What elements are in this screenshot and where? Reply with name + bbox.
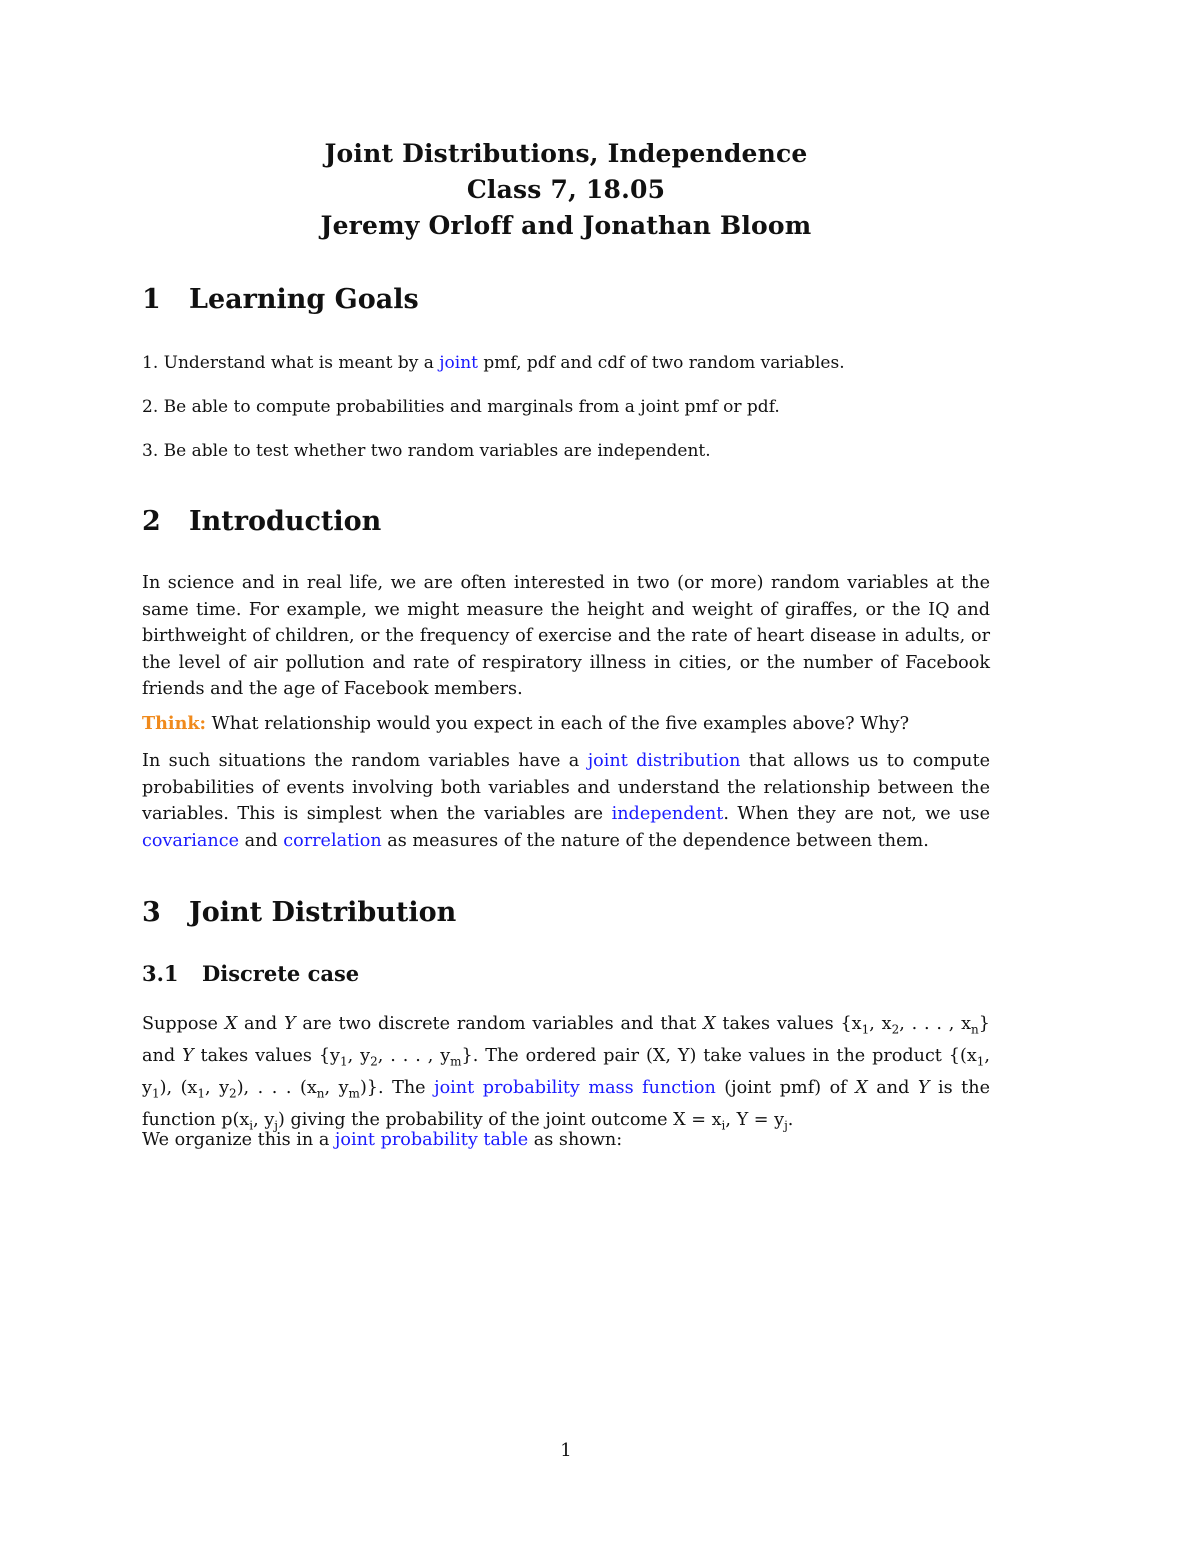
paragraph-text: In such situations the random variables have a [142, 751, 588, 771]
math-var: Y [917, 1078, 930, 1099]
goal-number: 1. [142, 353, 159, 373]
paragraph-text: that allows us to compute probabilities of events involving both variables and understand the relationship between the variables. This is simplest when the variables are [142, 751, 990, 824]
paragraph-text: In science and in real life, we are often interested in two (or more) random variables at the same time. For example, we might measure the height and weight of giraffes, or the IQ and birthweight of children, or the frequency of exercise and the rate of heart disease in adults, or the level of air pollution and rate of respiratory illness in cities, or the number of Facebook friends and the age of Facebook members. [142, 573, 990, 699]
math-var: X [855, 1078, 868, 1099]
class-number: Class 7, 18.05 [466, 175, 666, 204]
subscript: n [971, 1022, 979, 1037]
subscript: 1 [861, 1022, 870, 1037]
text: takes values {y [193, 1046, 340, 1067]
link-correlation[interactable]: correlation [283, 830, 382, 851]
goal-number: 3. [142, 441, 159, 461]
math-var: X [224, 1014, 238, 1034]
section-title: Joint Distribution [189, 897, 457, 928]
subscript: 1 [197, 1086, 205, 1101]
text: takes values {x [715, 1014, 862, 1034]
text: are two discrete random variables and that [295, 1014, 704, 1034]
subscript: m [450, 1054, 462, 1069]
title-block [142, 136, 990, 244]
intro-paragraph [142, 570, 990, 703]
text: , y [347, 1046, 371, 1067]
paragraph-text: . When they are not, we use [723, 804, 990, 824]
subscript: j [274, 1118, 278, 1133]
subscript: 1 [976, 1054, 985, 1069]
subscript: 2 [229, 1086, 237, 1101]
goal-text: pmf, pdf and cdf of two random variables. [478, 353, 845, 373]
text: , y [253, 1110, 275, 1131]
subsection-heading-discrete-case [142, 961, 359, 986]
list-item [142, 434, 990, 478]
list-item [142, 346, 990, 390]
math-var: Y [283, 1014, 296, 1034]
subscript: i [249, 1118, 254, 1133]
text: (joint pmf) of [715, 1078, 856, 1099]
subscript: 1 [151, 1086, 160, 1101]
think-label: Think: [142, 713, 207, 734]
think-paragraph [142, 711, 990, 738]
section-title: Introduction [189, 506, 382, 537]
text: and [867, 1078, 918, 1099]
goal-text: Understand what is meant by a [163, 353, 440, 373]
text: We organize this in a [142, 1130, 335, 1150]
text: , Y = y [725, 1110, 785, 1131]
subsection-number: 3.1 [142, 961, 179, 986]
section-heading-joint-distribution [142, 897, 456, 928]
joint-table-intro [142, 1127, 990, 1154]
text: ), . . . (x [236, 1078, 317, 1099]
text: , y [324, 1078, 349, 1099]
text: } and [142, 1014, 990, 1067]
link-joint-probability-table[interactable]: joint probability table [334, 1130, 529, 1150]
goal-number: 2. [142, 397, 159, 417]
subscript: 2 [891, 1022, 900, 1037]
section-number: 2 [142, 506, 161, 537]
goal-text: Be able to test whether two random variables are independent. [163, 441, 711, 461]
text: , x [869, 1014, 892, 1034]
text: , y [142, 1046, 990, 1099]
text: }. The ordered pair (X, Y) take values in the product {(x [461, 1046, 977, 1067]
text: ), (x [159, 1078, 198, 1099]
learning-goals-list [142, 346, 990, 478]
text: and [237, 1014, 284, 1034]
paragraph-text: and [239, 830, 284, 851]
subsection-title: Discrete case [202, 961, 360, 986]
text: ) giving the probability of the joint outcome X = x [278, 1110, 722, 1131]
text: . [787, 1110, 794, 1131]
goal-text: Be able to compute probabilities and marginals from a joint pmf or pdf. [163, 397, 780, 417]
section-heading-introduction [142, 506, 381, 537]
text: , y [205, 1078, 230, 1099]
section-number: 1 [142, 284, 161, 315]
subscript: j [784, 1118, 788, 1133]
section-title: Learning Goals [189, 284, 419, 315]
text: , . . . , x [899, 1014, 972, 1034]
math-var: Y [182, 1046, 194, 1067]
text: )}. The [359, 1078, 435, 1099]
subscript: 1 [339, 1054, 348, 1069]
text: , . . . , y [377, 1046, 451, 1067]
subscript: n [316, 1086, 325, 1101]
text: is the function p(x [142, 1078, 990, 1131]
link-joint[interactable]: joint [439, 353, 479, 373]
discrete-paragraph [142, 1011, 990, 1139]
joint-distribution-paragraph [142, 748, 990, 854]
link-independent[interactable]: independent [611, 804, 724, 824]
document-title: Joint Distributions, Independence [324, 139, 808, 168]
subscript: 2 [370, 1054, 378, 1069]
page-number: 1 [560, 1440, 572, 1461]
link-joint-pmf[interactable]: joint probability mass function [434, 1078, 716, 1099]
authors: Jeremy Orloff and Jonathan Bloom [320, 211, 812, 240]
subscript: m [348, 1086, 360, 1101]
link-covariance[interactable]: covariance [142, 830, 239, 851]
subscript: i [721, 1118, 726, 1133]
math-var: X [703, 1014, 716, 1034]
section-heading-learning-goals [142, 284, 419, 315]
paragraph-text: as measures of the nature of the dependence between them. [381, 830, 929, 851]
text: as shown: [528, 1130, 623, 1150]
link-joint-distribution[interactable]: joint distribution [587, 751, 741, 771]
section-number: 3 [142, 897, 161, 928]
list-item [142, 390, 990, 434]
text: Suppose [142, 1014, 225, 1034]
think-text: What relationship would you expect in each of the five examples above? Why? [206, 714, 909, 734]
